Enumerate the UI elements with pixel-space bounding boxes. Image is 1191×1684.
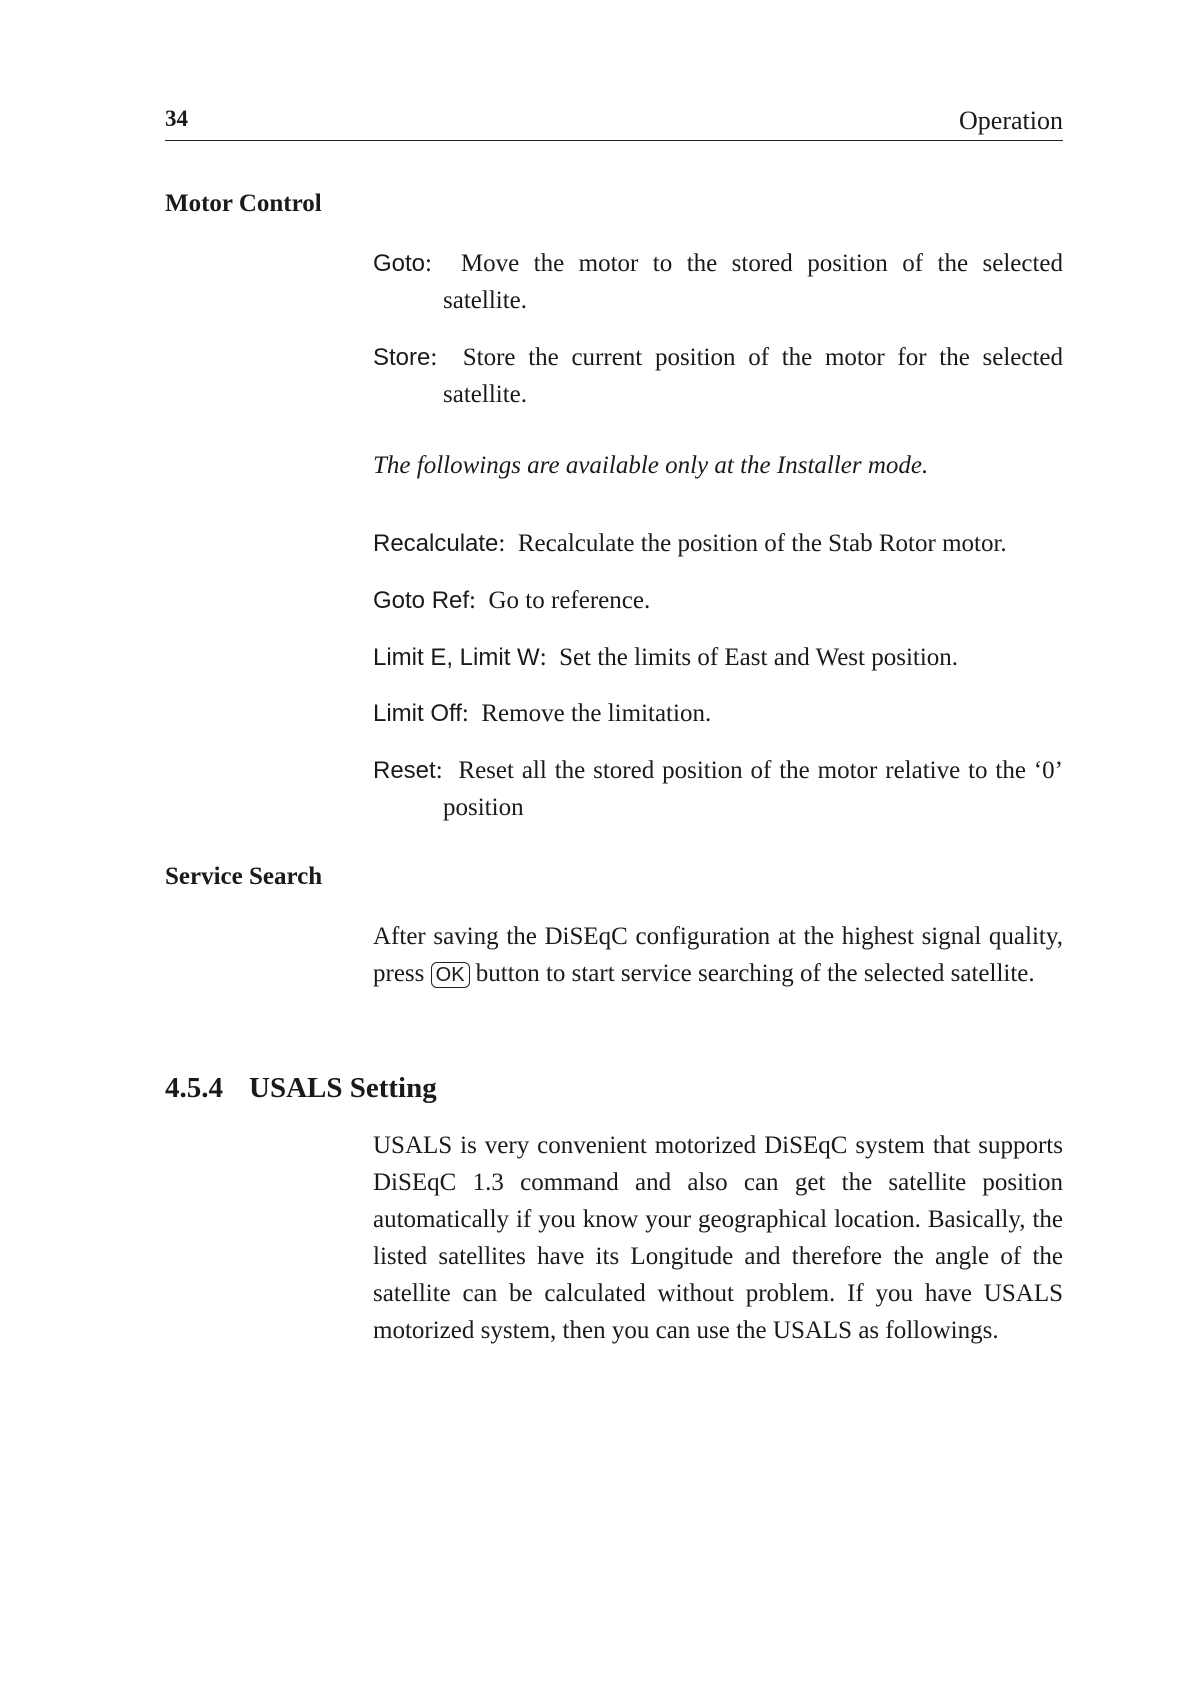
page-number: 34 bbox=[165, 106, 188, 131]
item-limits: Limit E, Limit W: Set the limits of East and West position. bbox=[373, 644, 959, 671]
desc-limits: Set the limits of East and West position. bbox=[559, 644, 959, 671]
desc-store: Store the current position of the motor for the selected satellite. bbox=[443, 344, 1063, 408]
desc-reset: Reset all the stored position of the motor relative to the ‘0’ position bbox=[443, 757, 1063, 821]
service-search-paragraph bbox=[373, 918, 1063, 992]
desc-goto: Move the motor to the stored position of the selected satellite. bbox=[443, 250, 1063, 314]
term-limit-off: Limit Off bbox=[373, 700, 462, 727]
motor-control-heading: Motor Control bbox=[165, 190, 322, 217]
running-title: Operation bbox=[959, 106, 1063, 135]
usals-paragraph: USALS is very convenient motorized DiSEqC system that supports DiSEqC 1.3 command and also can get the satellite position automatically if you know your geographical location. Basically, the listed satellites have its Longitude and therefore the angle of the satellite can be calculated without problem. If you have USALS motorized system, then you can use the USALS as followings. bbox=[373, 1132, 1063, 1344]
term-goto-ref: Goto Ref bbox=[373, 587, 470, 614]
item-goto: Goto: Move the motor to the stored position of the selected satellite. bbox=[373, 250, 1063, 314]
term-store: Store bbox=[373, 344, 431, 371]
desc-recalculate: Recalculate the position of the Stab Rotor motor. bbox=[517, 530, 1007, 557]
usals-section-number: 4.5.4 bbox=[165, 1072, 223, 1104]
page-header bbox=[165, 104, 1063, 141]
usals-heading bbox=[165, 1072, 437, 1105]
service-search-heading: Service Search bbox=[165, 863, 323, 890]
ok-key-icon: OK bbox=[431, 962, 470, 988]
usals-section-title: USALS Setting bbox=[249, 1072, 437, 1104]
term-goto: Goto bbox=[373, 250, 426, 277]
service-search-text-before: After saving the DiSEqC configuration at the highest signal quality, press bbox=[373, 923, 1063, 987]
item-goto-ref: Goto Ref: Go to reference. bbox=[373, 587, 651, 614]
item-recalculate: Recalculate: Recalculate the position of the Stab Rotor motor. bbox=[373, 530, 1007, 557]
service-search-text-after: button to start service searching of the selected satellite. bbox=[475, 960, 1035, 987]
item-limit-off: Limit Off: Remove the limitation. bbox=[373, 700, 712, 727]
item-reset: Reset: Reset all the stored position of the motor relative to the ‘0’ position bbox=[373, 757, 1063, 821]
term-limits: Limit E, Limit W bbox=[373, 644, 540, 671]
term-reset: Reset bbox=[373, 757, 436, 784]
desc-limit-off: Remove the limitation. bbox=[481, 700, 712, 727]
term-recalculate: Recalculate bbox=[373, 530, 499, 557]
item-store: Store: Store the current position of the motor for the selected satellite. bbox=[373, 344, 1063, 408]
desc-goto-ref: Go to reference. bbox=[488, 587, 651, 614]
installer-mode-note: The followings are available only at the Installer mode. bbox=[373, 452, 929, 479]
